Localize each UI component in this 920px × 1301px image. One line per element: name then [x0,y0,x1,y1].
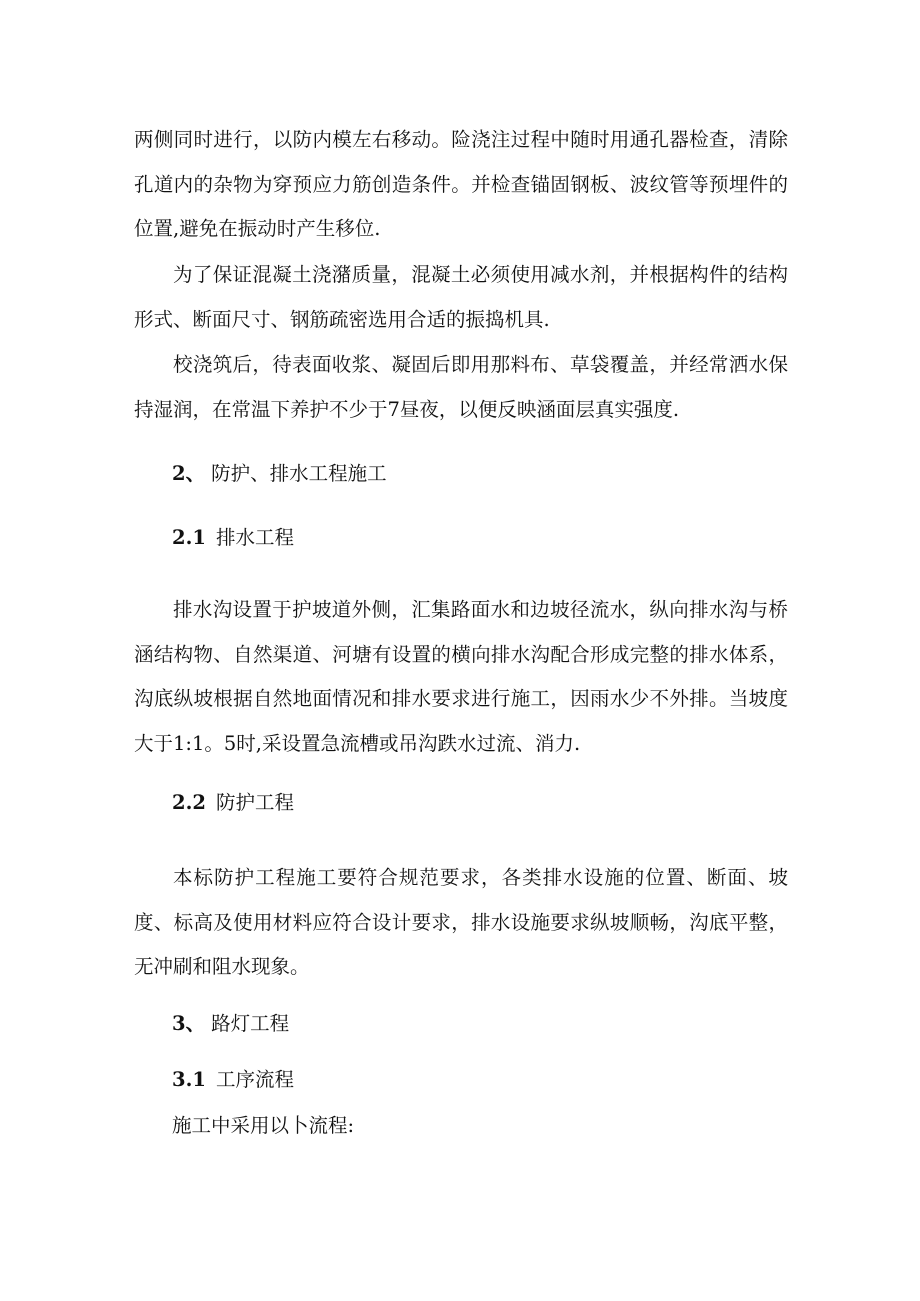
paragraph-formwork: 两侧同时进行，以防内模左右移动。险浇注过程中随时用通孔器检查，清除孔道内的杂物为穿预应力筋创造条件。并检查锚固钢板、波纹管等预埋件的位置,避免在振动时产生移位. [134,128,788,240]
heading-section-2-1-title: 排水工程 [216,526,295,549]
heading-section-3-1-number: 3.1 [172,1068,206,1091]
paragraph-curing: 校浇筑后，待表面收浆、凝固后即用那料布、草袋覆盖，并经常洒水保持湿润，在常温下养护不少于7昼夜，以便反映涵面层真实强度. [134,353,788,421]
paragraph-process-intro: 施工中采用以卜流程: [172,1114,355,1137]
paragraph-protection: 本标防护工程施工要符合规范要求，各类排水设施的位置、断面、坡度、标高及使用材料应符合设计要求，排水设施要求纵坡顺畅，沟底平整，无冲刷和阻水现象。 [134,866,788,978]
heading-section-3-title: 路灯工程 [211,1012,290,1035]
heading-section-2-1 [172,523,294,553]
paragraph-concrete-quality: 为了保证混凝土浇潴质量，混凝土必须使用减水剂，并根据构件的结构形式、断面尺寸、钢筋疏密选用合适的振捣机具. [134,263,788,331]
heading-section-2-2-number: 2.2 [172,791,206,814]
heading-section-2-number: 2、 [172,462,206,485]
heading-section-3-number: 3、 [172,1012,206,1035]
heading-section-3 [172,1009,289,1039]
heading-section-2-2 [172,788,294,818]
heading-section-2-title: 防护、排水工程施工 [211,462,387,485]
heading-section-3-1-title: 工序流程 [216,1068,295,1091]
heading-section-3-1 [172,1065,294,1095]
heading-section-2-2-title: 防护工程 [216,791,295,814]
paragraph-drainage: 排水沟设置于护坡道外侧，汇集路面水和边坡径流水，纵向排水沟与桥涵结构物、自然渠道、河塘有设置的横向排水沟配合形成完整的排水体系，沟底纵坡根据自然地面情况和排水要求进行施工，因雨水少不外排。当坡度大于1:1。5时,采设置急流槽或吊沟跌水过流、消力. [134,598,788,755]
heading-section-2 [172,459,387,489]
heading-section-2-1-number: 2.1 [172,526,206,549]
